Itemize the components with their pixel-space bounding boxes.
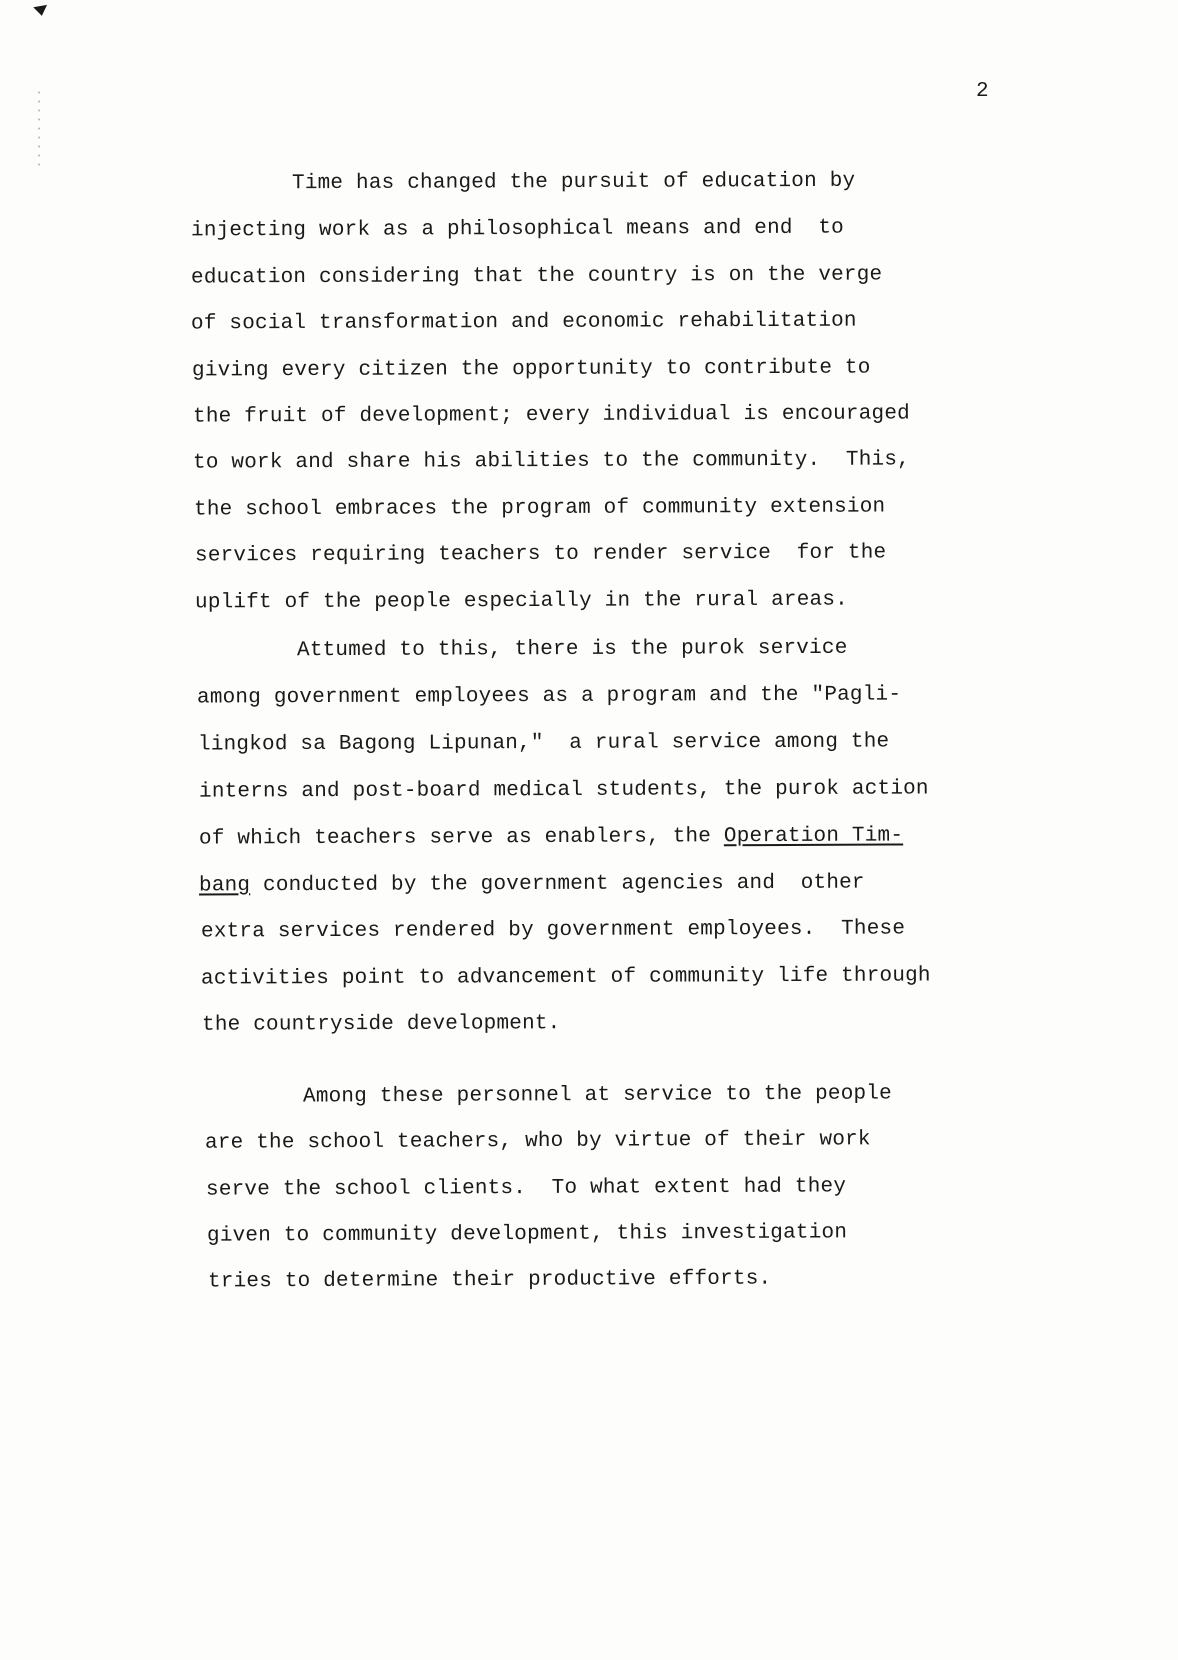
text-line: the fruit of development; every individual is encouraged <box>192 402 910 429</box>
text-line: given to community development, this investigation <box>206 1221 848 1248</box>
text-line: education considering that the country is on the verge <box>190 263 883 290</box>
text-line: serve the school clients. To what extent had they <box>205 1175 847 1202</box>
underlined-term: bang <box>198 874 251 898</box>
text-line: the school embraces the program of community extension <box>193 495 886 522</box>
text-line: lingkod sa Bagong Lipunan," a rural service among the <box>197 730 890 757</box>
text-line: tries to determine their productive efforts. <box>207 1267 772 1294</box>
text-line: among government employees as a program and the "Pagli- <box>196 683 902 710</box>
text-line <box>199 823 903 852</box>
text-line: activities point to advancement of community life through <box>200 964 931 991</box>
text-run: conducted by the government agencies and other <box>250 871 865 898</box>
text-run: of which teachers serve as enablers, the <box>198 825 724 851</box>
text-line: Among these personnel at service to the people <box>302 1082 892 1109</box>
corner-mark-icon <box>33 5 49 17</box>
text-line: services requiring teachers to render service for the <box>194 541 887 568</box>
text-line: giving every citizen the opportunity to contribute to <box>191 356 871 383</box>
text-line: injecting work as a philosophical means and end to <box>190 216 844 243</box>
text-line: extra services rendered by government employees. These <box>200 917 906 944</box>
underlined-term: Operation Tim- <box>723 824 904 849</box>
text-line: Time has changed the pursuit of education by <box>291 169 856 196</box>
text-line: the countryside development. <box>201 1012 561 1037</box>
text-line: are the school teachers, who by virtue of their work <box>204 1128 871 1155</box>
text-line: Attumed to this, there is the purok service <box>296 636 848 663</box>
page-number: 2 <box>976 80 989 103</box>
text-line: interns and post-board medical students, the purok action <box>198 777 929 804</box>
text-line: to work and share his abilities to the community. This, <box>192 448 910 475</box>
margin-punch-marks <box>37 88 41 168</box>
text-line <box>199 871 865 900</box>
text-line: uplift of the people especially in the rural areas. <box>194 588 848 615</box>
text-line: of social transformation and economic rehabilitation <box>190 309 857 336</box>
